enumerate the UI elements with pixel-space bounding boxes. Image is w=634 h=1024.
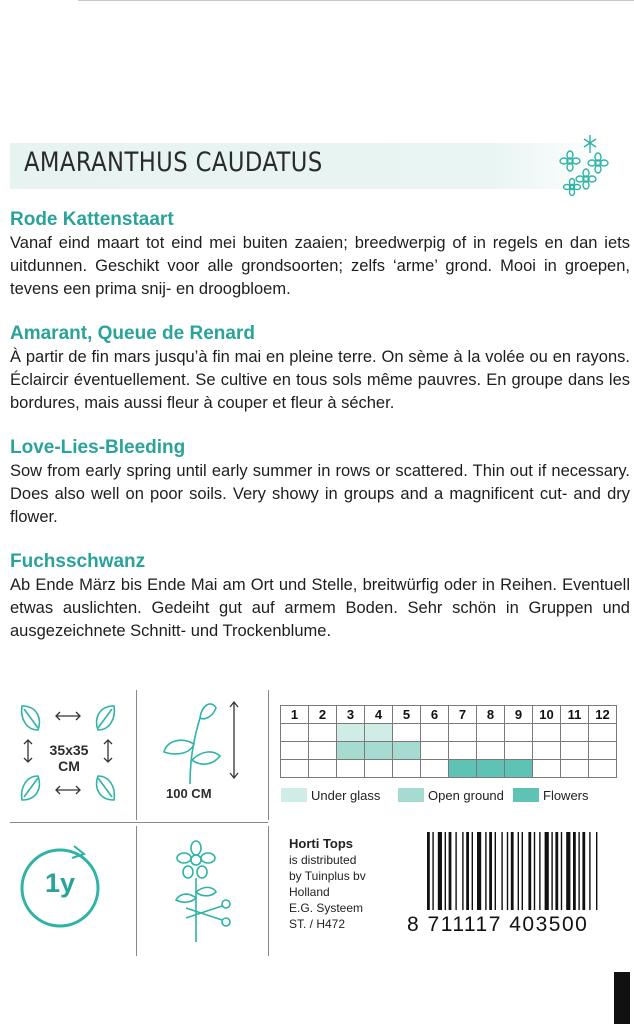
calendar-cell (393, 724, 421, 742)
title-banner (10, 143, 612, 189)
legend-under-glass (281, 788, 380, 803)
calendar-cell (589, 742, 617, 760)
section-text: Sow from early spring until early summer in rows or scattered. Thin out if necessary. Does also well on poor soils. Very showy in groups and a magnificent cut- and dry flower. (10, 462, 630, 526)
calendar-cell (365, 760, 393, 778)
calendar-row-flowers (281, 760, 617, 778)
distributor-line: by Tuinplus bv (289, 869, 366, 883)
section-heading: Rode Kattenstaart (10, 209, 174, 230)
calendar-cell (281, 760, 309, 778)
lifecycle-label: 1y (44, 868, 76, 898)
legend-swatch (281, 788, 307, 802)
calendar-row-open-ground (281, 742, 617, 760)
calendar-cell (505, 742, 533, 760)
calendar-cell (449, 742, 477, 760)
calendar-cell (533, 760, 561, 778)
calendar-cell (449, 724, 477, 742)
month-header: 4 (365, 706, 393, 724)
calendar-cell (281, 742, 309, 760)
plant-height-icon (150, 698, 260, 786)
height-label: 100 CM (166, 786, 212, 801)
month-header: 12 (589, 706, 617, 724)
calendar-cell (533, 742, 561, 760)
month-header: 8 (477, 706, 505, 724)
legend-flowers (513, 788, 589, 803)
calendar-cell (337, 760, 365, 778)
section-heading: Amarant, Queue de Renard (10, 323, 255, 344)
calendar-cell (533, 724, 561, 742)
calendar-cell (477, 724, 505, 742)
calendar-cell (449, 760, 477, 778)
section-heading: Love-Lies-Bleeding (10, 437, 186, 458)
section-french (10, 322, 630, 415)
month-header: 7 (449, 706, 477, 724)
distributor-line: E.G. Systeem (289, 901, 364, 915)
calendar-cell (421, 760, 449, 778)
spacing-unit: CM (58, 758, 80, 774)
section-heading: Fuchsschwanz (10, 551, 146, 572)
calendar-cell (337, 724, 365, 742)
panel-divider (268, 690, 269, 820)
legend-swatch (513, 788, 539, 802)
panel-divider (268, 826, 269, 956)
calendar-cell (365, 742, 393, 760)
panel-divider (10, 822, 268, 823)
month-header: 9 (505, 706, 533, 724)
black-edge-bar (614, 972, 630, 1024)
section-german (10, 550, 630, 643)
calendar-cell (309, 724, 337, 742)
calendar-cell (421, 724, 449, 742)
calendar-cell (365, 724, 393, 742)
distributor-line: is distributed (289, 853, 357, 867)
calendar-cell (393, 742, 421, 760)
distributor-line: Holland (289, 885, 330, 899)
legend-label: Flowers (543, 788, 589, 803)
section-english (10, 436, 630, 529)
spacing-label (34, 742, 104, 774)
calendar-cell (505, 724, 533, 742)
month-header: 1 (281, 706, 309, 724)
top-divider (78, 0, 634, 1)
month-header: 2 (309, 706, 337, 724)
month-header: 11 (561, 706, 589, 724)
brand-name: Horti Tops (289, 836, 354, 851)
legend-open-ground (398, 788, 504, 803)
calendar-cell (337, 742, 365, 760)
section-dutch (10, 208, 630, 301)
calendar-cell (561, 724, 589, 742)
calendar-row-under-glass (281, 724, 617, 742)
legend-label: Under glass (311, 788, 381, 803)
calendar-cell (589, 760, 617, 778)
cut-flower-icon (166, 838, 240, 948)
calendar-cell (477, 742, 505, 760)
panel-divider (136, 690, 137, 820)
distributor-line: ST. / H472 (289, 917, 346, 931)
distributor-info (289, 836, 366, 932)
legend-label: Open ground (428, 788, 504, 803)
barcode-number: 8 711117 403500 (407, 913, 589, 936)
flower-cluster-icon (550, 131, 614, 201)
calendar-cell (477, 760, 505, 778)
section-text: Ab Ende März bis Ende Mai am Ort und Stelle, breitwürfig oder in Reihen. Eventuell etwas auslichten. Gedeiht gut auf armem Boden. Sehr schön in Gruppen und ausgezeichnete Schnitt- und Trockenblume. (10, 576, 630, 640)
panel-divider (136, 826, 137, 956)
month-header: 5 (393, 706, 421, 724)
calendar-cell (505, 760, 533, 778)
species-title: AMARANTHUS CAUDATUS (24, 147, 323, 178)
section-text: Vanaf eind maart tot eind mei buiten zaaien; breedwerpig of in regels en dan iets uitdunnen. Geschikt voor alle grondsoorten; zelfs ‘arme’ grond. Mooi in groepen, tevens een prima snij- en droogbloem. (10, 234, 630, 298)
calendar-cell (309, 760, 337, 778)
spacing-value: 35x35 (49, 742, 89, 758)
calendar-cell (309, 742, 337, 760)
calendar-cell (561, 742, 589, 760)
calendar-cell (561, 760, 589, 778)
calendar-cell (393, 760, 421, 778)
barcode (425, 832, 625, 922)
month-header: 10 (533, 706, 561, 724)
month-header: 3 (337, 706, 365, 724)
month-header: 6 (421, 706, 449, 724)
section-text: À partir de fin mars jusqu’à fin mai en pleine terre. On sème à la volée ou en rayons. Éclaircir éventuellement. Se cultive en tous sols même pauvres. En groupe dans les bordures, mais aussi fleur à couper et fleur à sécher. (10, 348, 630, 412)
calendar-cell (589, 724, 617, 742)
calendar-cell (421, 742, 449, 760)
calendar-cell (281, 724, 309, 742)
sowing-calendar (280, 705, 617, 778)
legend-swatch (398, 788, 424, 802)
